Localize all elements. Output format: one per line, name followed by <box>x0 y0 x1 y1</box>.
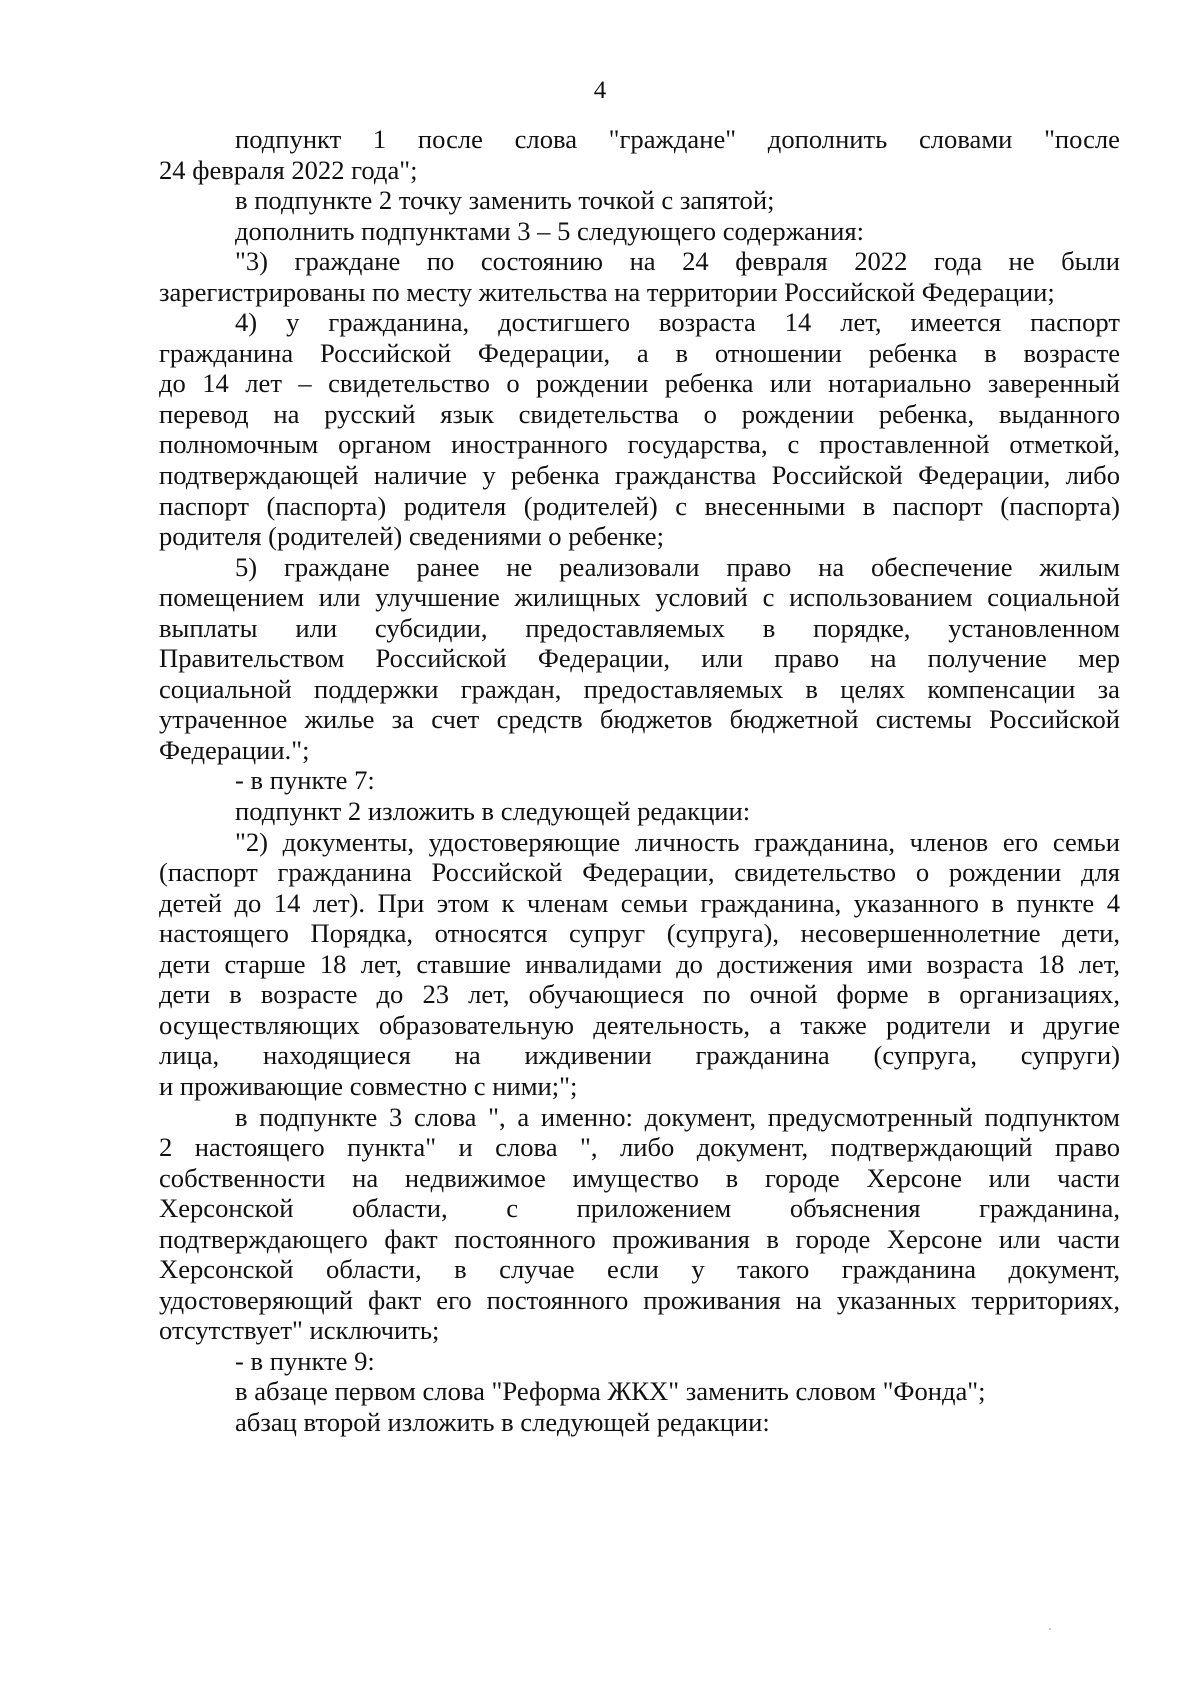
text-line: лица, находящиеся на иждивении гражданина (супруга, супруги) <box>159 1040 1120 1071</box>
text-line: полномочным органом иностранного государства, с проставленной отметкой, <box>159 429 1120 460</box>
text-line: собственности на недвижимое имущество в городе Херсоне или части <box>159 1162 1120 1193</box>
text-line: утраченное жилье за счет средств бюджетов бюджетной системы Российской <box>159 704 1120 735</box>
text-line: дополнить подпунктами 3 – 5 следующего содержания: <box>235 215 864 246</box>
text-line: 5) граждане ранее не реализовали право на обеспечение жилым <box>235 551 1120 582</box>
text-line: в подпункте 3 слова ", а именно: документ, предусмотренный подпунктом <box>235 1101 1120 1132</box>
text-line: в абзаце первом слова "Реформа ЖКХ" заменить словом "Фонда"; <box>235 1376 986 1407</box>
text-line: до 14 лет – свидетельство о рождении ребенка или нотариально заверенный <box>159 368 1120 399</box>
text-line: в подпункте 2 точку заменить точкой с запятой; <box>235 185 775 216</box>
text-line: перевод на русский язык свидетельства о рождении ребенка, выданного <box>159 398 1120 429</box>
text-line: паспорт (паспорта) родителя (родителей) с внесенными в паспорт (паспорта) <box>159 490 1120 521</box>
paragraph <box>159 1102 1120 1346</box>
text-line: детей до 14 лет). При этом к членам семьи гражданина, указанного в пункте 4 <box>159 887 1120 918</box>
text-line: 2 настоящего пункта" и слова ", либо документ, подтверждающий право <box>159 1132 1120 1163</box>
paragraph <box>159 1346 1120 1377</box>
text-line: Херсонской области, с приложением объяснения гражданина, <box>159 1193 1120 1224</box>
text-line: Федерации."; <box>159 734 310 765</box>
text-line: "3) граждане по состоянию на 24 февраля 2022 года не были <box>235 246 1120 277</box>
paragraph <box>159 1407 1120 1438</box>
text-line: абзац второй изложить в следующей редакции: <box>235 1406 770 1437</box>
paragraph <box>159 552 1120 766</box>
text-line: помещением или улучшение жилищных условий с использованием социальной <box>159 582 1120 613</box>
text-line: - в пункте 9: <box>235 1345 375 1376</box>
text-line: Херсонской области, в случае если у такого гражданина документ, <box>159 1254 1120 1285</box>
scan-speck <box>1049 1628 1051 1630</box>
text-line: социальной поддержки граждан, предоставляемых в целях компенсации за <box>159 673 1120 704</box>
paragraph <box>159 827 1120 1102</box>
text-line: (паспорт гражданина Российской Федерации, свидетельство о рождении для <box>159 857 1120 888</box>
paragraph <box>159 185 1120 216</box>
text-line: 24 февраля 2022 года"; <box>159 154 418 185</box>
paragraph <box>159 246 1120 307</box>
document-body <box>159 124 1120 1438</box>
paragraph <box>159 124 1120 185</box>
text-line: выплаты или субсидии, предоставляемых в порядке, установленном <box>159 612 1120 643</box>
text-line: "2) документы, удостоверяющие личность гражданина, членов его семьи <box>235 826 1120 857</box>
text-line: родителя (родителей) сведениями о ребенке; <box>159 521 664 552</box>
text-line: Правительством Российской Федерации, или право на получение мер <box>159 643 1120 674</box>
paragraph <box>159 796 1120 827</box>
text-line: подтверждающего факт постоянного проживания в городе Херсоне или части <box>159 1223 1120 1254</box>
text-line: и проживающие совместно с ними;"; <box>159 1070 578 1101</box>
text-line: отсутствует" исключить; <box>159 1315 440 1346</box>
paragraph <box>159 1376 1120 1407</box>
text-line: подпункт 1 после слова "граждане" дополнить словами "после <box>235 124 1120 154</box>
paragraph <box>159 307 1120 551</box>
text-line: зарегистрированы по месту жительства на территории Российской Федерации; <box>159 276 1055 307</box>
text-line: дети старше 18 лет, ставшие инвалидами до достижения ими возраста 18 лет, <box>159 948 1120 979</box>
text-line: подпункт 2 изложить в следующей редакции: <box>235 796 751 827</box>
text-line: дети в возрасте до 23 лет, обучающиеся по очной форме в организациях, <box>159 979 1120 1010</box>
text-line: гражданина Российской Федерации, а в отношении ребенка в возрасте <box>159 337 1120 368</box>
text-line: удостоверяющий факт его постоянного проживания на указанных территориях, <box>159 1284 1120 1315</box>
paragraph <box>159 765 1120 796</box>
text-line: осуществляющих образовательную деятельность, а также родители и другие <box>159 1009 1120 1040</box>
text-line: подтверждающей наличие у ребенка гражданства Российской Федерации, либо <box>159 460 1120 491</box>
page-number: 4 <box>593 77 607 104</box>
text-line: 4) у гражданина, достигшего возраста 14 лет, имеется паспорт <box>235 307 1120 338</box>
text-line: настоящего Порядка, относятся супруг (супруга), несовершеннолетние дети, <box>159 918 1120 949</box>
text-line: - в пункте 7: <box>235 765 375 796</box>
paragraph <box>159 216 1120 247</box>
